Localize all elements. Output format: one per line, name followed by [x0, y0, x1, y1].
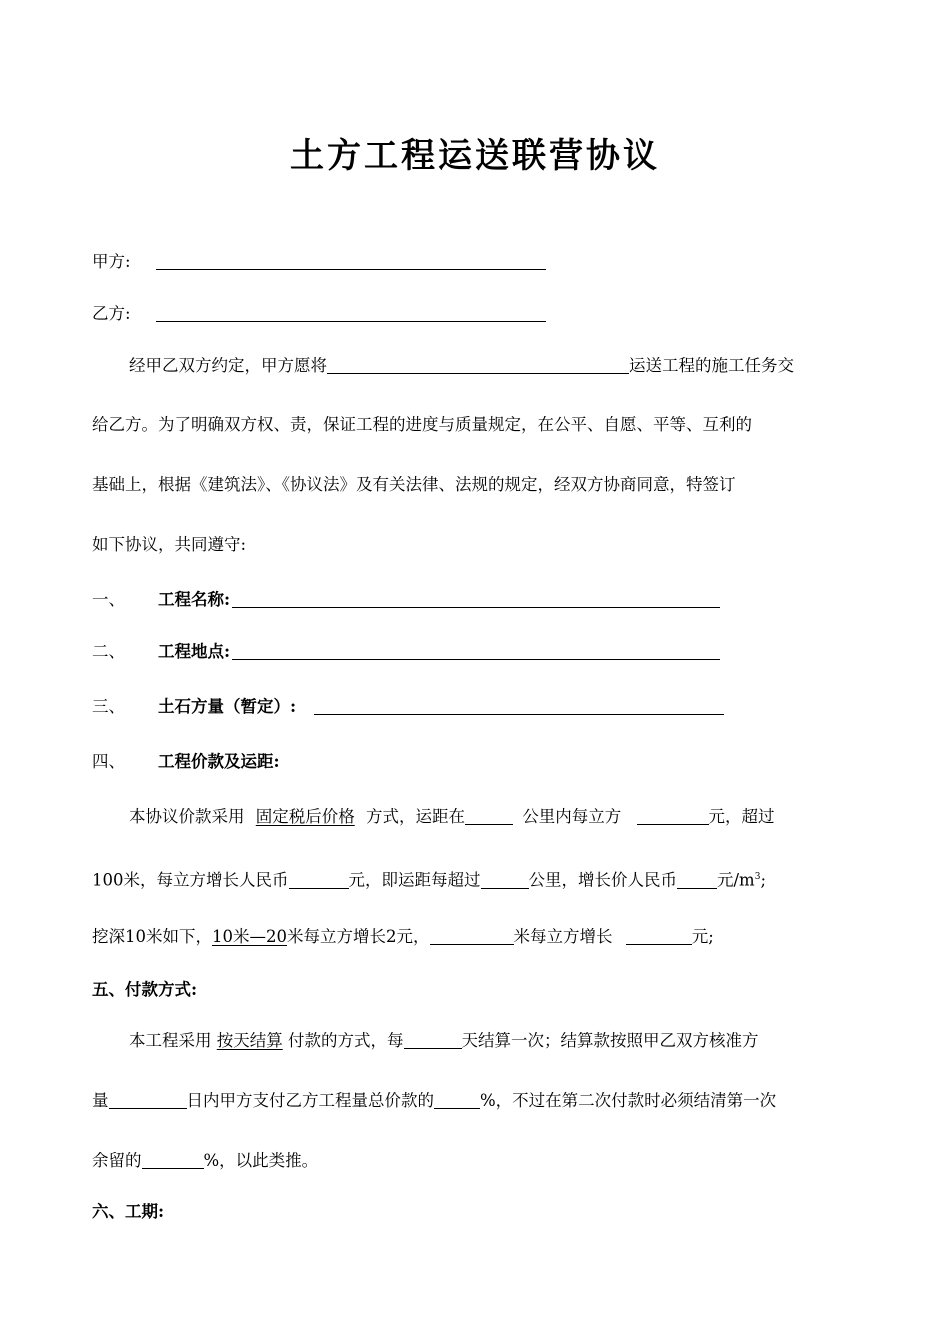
party-b-label: 乙方:	[92, 304, 131, 323]
price-method: 固定税后价格	[255, 807, 355, 826]
section-number: 三、	[92, 697, 125, 716]
depth-blank	[430, 926, 514, 945]
section-label: 工程地点:	[158, 642, 231, 661]
party-a-blank	[156, 251, 546, 270]
section-5	[92, 979, 862, 1001]
section-2	[92, 641, 862, 663]
section-1	[92, 589, 862, 611]
payment-line-3	[92, 1150, 862, 1172]
project-location-blank	[232, 641, 720, 660]
extra-price-blank	[677, 870, 717, 889]
price-text: 元/m	[717, 870, 755, 890]
payment-text: 余留的	[92, 1151, 142, 1170]
price-text: 公里内每立方	[522, 807, 622, 826]
distance-blank	[465, 806, 513, 825]
party-a-label: 甲方:	[92, 252, 131, 271]
section-number: 一、	[92, 590, 125, 609]
payment-days-blank	[109, 1090, 187, 1109]
payment-text: %，以此类推。	[203, 1151, 319, 1170]
payment-line-2	[92, 1090, 862, 1112]
section-number: 四、	[92, 752, 125, 771]
intro-line-1	[92, 355, 862, 377]
price-text: 挖深10米如下，	[92, 927, 212, 946]
payment-text: 日内甲方支付乙方工程量总价款的	[186, 1091, 434, 1110]
project-name-blank	[232, 589, 720, 608]
increase-price-blank	[289, 870, 349, 889]
price-text: 方式，运距在	[366, 807, 465, 826]
intro-line-3: 基础上，根据《建筑法》、《协议法》及有关法律、法规的规定，经双方协商同意，特签订	[92, 475, 736, 494]
section-6	[92, 1201, 862, 1223]
earthwork-volume-blank	[314, 696, 724, 715]
price-text: 米每立方增长2元，	[287, 927, 430, 946]
price-text: 100米，每立方增长人民币	[92, 870, 289, 890]
price-text: 公里，增长价人民币	[528, 870, 677, 890]
price-text: ;	[760, 870, 767, 890]
section-number: 二、	[92, 642, 125, 661]
price-line-3	[92, 926, 862, 948]
payment-method: 按天结算	[216, 1031, 283, 1050]
payment-text: 量	[92, 1091, 109, 1110]
section-4	[92, 751, 862, 773]
party-b-line	[92, 303, 862, 325]
intro-text: 经甲乙双方约定，甲方愿将	[129, 356, 327, 375]
depth-price-blank	[626, 926, 692, 945]
depth-range: 10米—20	[212, 927, 287, 946]
settlement-days-blank	[404, 1030, 462, 1049]
price-text: 元;	[691, 927, 714, 946]
project-blank	[327, 355, 629, 374]
section-label: 六、工期:	[92, 1202, 165, 1221]
payment-text: 本工程采用	[129, 1031, 212, 1050]
price-text: 元，超过	[708, 807, 775, 826]
unit-superscript: 3	[754, 872, 761, 882]
price-text: 本协议价款采用	[129, 807, 245, 826]
intro-line-2: 给乙方。为了明确双方权、责，保证工程的进度与质量规定，在公平、自愿、平等、互利的	[92, 415, 752, 434]
intro-text: 运送工程的施工任务交	[629, 356, 794, 375]
payment-percent-blank	[434, 1090, 480, 1109]
price-text: 元，即运距每超过	[348, 870, 481, 890]
document-title: 土方工程运送联营协议	[290, 136, 660, 176]
price-line-2	[92, 866, 862, 892]
price-text: 米每立方增长	[513, 927, 613, 946]
payment-text: 天结算一次；结算款按照甲乙双方核准方	[461, 1031, 759, 1050]
retention-percent-blank	[142, 1150, 204, 1169]
unit-price-blank	[637, 806, 709, 825]
payment-text: %，不过在第二次付款时必须结清第一次	[480, 1091, 777, 1110]
price-line-1	[92, 806, 862, 828]
party-a-line	[92, 251, 862, 273]
party-b-blank	[156, 303, 546, 322]
section-label: 工程名称:	[158, 590, 231, 609]
section-label: 五、付款方式:	[92, 980, 198, 999]
extra-distance-blank	[481, 870, 529, 889]
intro-line-4: 如下协议，共同遵守:	[92, 535, 247, 554]
payment-line-1	[92, 1030, 862, 1052]
payment-text: 付款的方式，每	[288, 1031, 404, 1050]
section-3	[92, 696, 862, 718]
section-label: 工程价款及运距:	[158, 752, 280, 771]
section-label: 土石方量（暂定）:	[158, 697, 297, 716]
